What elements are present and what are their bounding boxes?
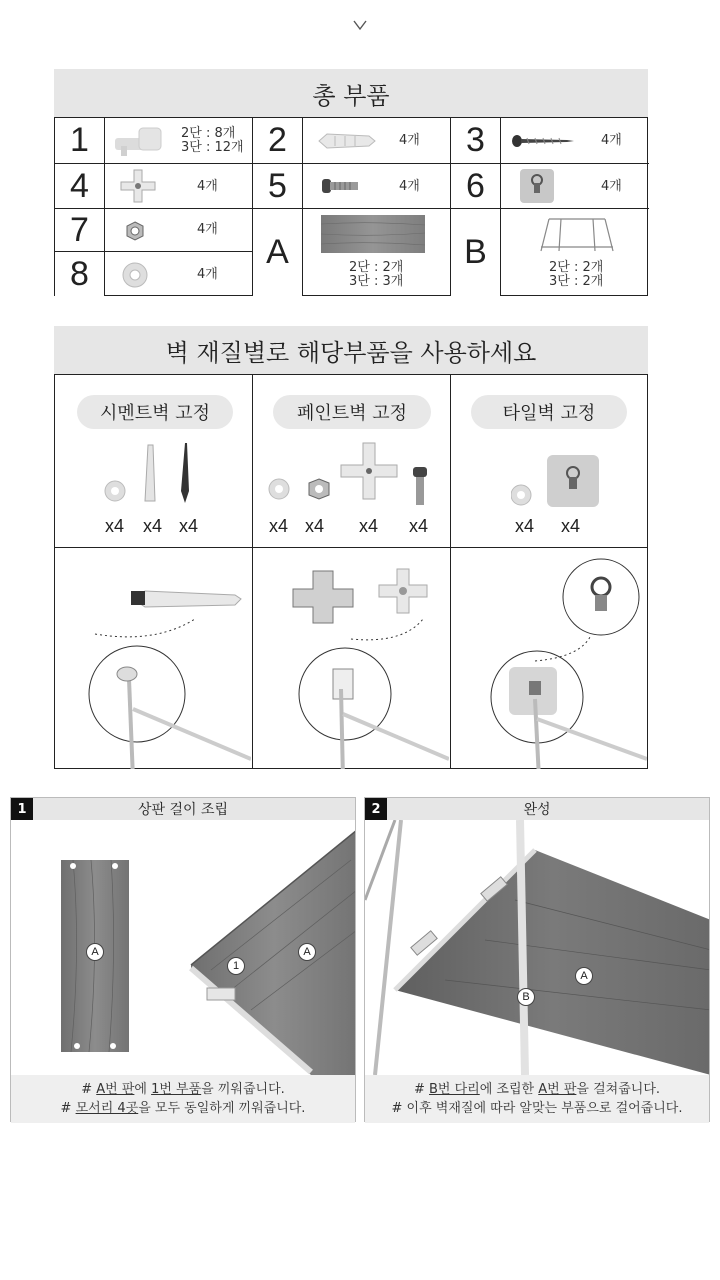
cement-parts-icon [101, 441, 205, 505]
part-number: 3 [451, 118, 501, 164]
part-qty: 2단 : 2개 [549, 260, 604, 275]
parts-section-title: 총 부품 [54, 69, 648, 117]
completed-shelf-icon [365, 820, 709, 1075]
part-label-a: A [86, 943, 104, 961]
part-count: x4 [179, 516, 199, 536]
adhesive-hook-plate-icon [519, 168, 555, 204]
part-number: 1 [55, 118, 105, 164]
tile-install-illustration [451, 549, 647, 769]
paint-install-illustration [253, 549, 449, 769]
note-line: # 이후 벽재질에 따라 알맞는 부품으로 걸어줍니다. [391, 1101, 683, 1116]
part-count: x4 [305, 516, 325, 536]
wall-type-label: 시멘트벽 고정 [77, 395, 233, 429]
part-qty: 3단 : 12개 [181, 140, 244, 155]
part-count: x4 [561, 516, 581, 536]
wood-board-icon [321, 215, 425, 255]
part-cell [105, 252, 253, 296]
note-line: # 모서리 4곳을 모두 동일하게 끼워줍니다. [60, 1101, 306, 1116]
step-1-panel [10, 797, 356, 1122]
part-qty: 4개 [601, 179, 622, 194]
part-qty: 4개 [601, 133, 622, 148]
bolt-icon [321, 176, 361, 196]
step-1-notes [11, 1075, 355, 1123]
part-qty: 3단 : 3개 [349, 274, 404, 289]
wall-types-table [54, 374, 648, 769]
cement-wall-column [55, 375, 253, 768]
wall-anchor-icon [317, 130, 377, 152]
part-cell [105, 118, 253, 164]
part-qty: 4개 [197, 222, 218, 237]
part-qty: 4개 [197, 267, 218, 282]
step-2-illustration [365, 820, 709, 1075]
part-count: x4 [515, 516, 535, 536]
washer-icon [121, 261, 149, 289]
part-cell [303, 209, 451, 296]
part-cell [105, 164, 253, 209]
shelf-bracket-icon [109, 124, 173, 158]
part-count: x4 [105, 516, 125, 536]
part-qty: 4개 [399, 179, 420, 194]
part-count: x4 [269, 516, 289, 536]
step-2-panel [364, 797, 710, 1122]
paint-wall-column [253, 375, 451, 768]
part-number: 8 [55, 252, 105, 296]
part-label-1: 1 [227, 957, 245, 975]
hex-nut-icon [125, 221, 145, 241]
part-number: B [451, 209, 501, 296]
part-count: x4 [409, 516, 429, 536]
step-1-illustration [11, 820, 355, 1075]
part-number: 2 [253, 118, 303, 164]
part-number: 7 [55, 209, 105, 252]
part-qty: 2단 : 8개 [181, 126, 236, 141]
part-count: x4 [143, 516, 163, 536]
part-cell [303, 164, 451, 209]
part-cell [105, 209, 253, 252]
note-line: # A번 판에 1번 부품을 끼워줍니다. [81, 1082, 285, 1097]
leg-frame-icon [539, 213, 615, 253]
part-qty: 3단 : 2개 [549, 274, 604, 289]
step-number: 1 [11, 798, 33, 820]
part-cell [501, 209, 649, 296]
note-line: # B번 다리에 조립한 A번 판을 걸쳐줍니다. [413, 1082, 661, 1097]
part-cell [501, 164, 649, 209]
paint-parts-icon [265, 437, 441, 509]
wall-type-label: 타일벽 고정 [471, 395, 627, 429]
wall-section-title: 벽 재질별로 해당부품을 사용하세요 [54, 326, 648, 374]
part-label-b: B [517, 988, 535, 1006]
step-title: 상판 걸이 조립 [11, 798, 355, 820]
part-number: 6 [451, 164, 501, 209]
part-qty: 4개 [399, 133, 420, 148]
cement-install-illustration [55, 549, 251, 769]
wall-type-label: 페인트벽 고정 [273, 395, 431, 429]
part-count: x4 [359, 516, 379, 536]
part-qty: 4개 [197, 179, 218, 194]
tile-parts-icon [511, 453, 611, 511]
part-number: A [253, 209, 303, 296]
step-title: 완성 [365, 798, 709, 820]
part-label-a: A [298, 943, 316, 961]
part-number: 4 [55, 164, 105, 209]
part-cell [303, 118, 451, 164]
step-2-notes [365, 1075, 709, 1123]
step-number: 2 [365, 798, 387, 820]
cross-bracket-icon [119, 168, 157, 204]
parts-table [54, 117, 648, 296]
screw-icon [511, 134, 575, 148]
part-number: 5 [253, 164, 303, 209]
part-label-a: A [575, 967, 593, 985]
chevron-down-icon[interactable] [352, 18, 368, 32]
tile-wall-column [451, 375, 649, 768]
part-cell [501, 118, 649, 164]
part-qty: 2단 : 2개 [349, 260, 404, 275]
